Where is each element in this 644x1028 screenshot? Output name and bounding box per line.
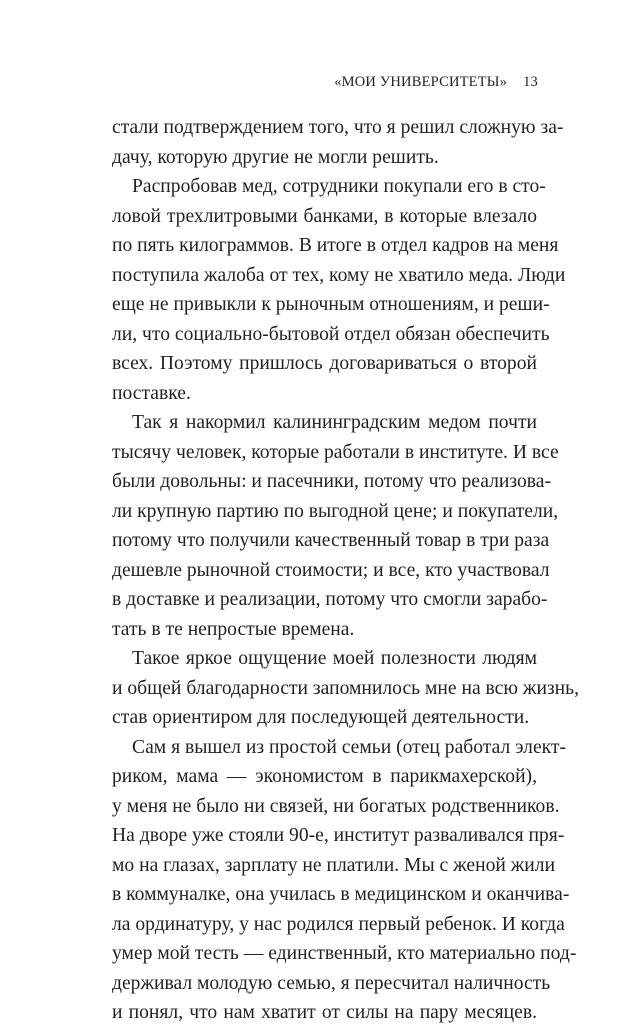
- text-line: держивал молодую семью, я пересчитал наличность: [112, 972, 551, 994]
- text-line: всех. Поэтому пришлось договариваться о второй: [112, 353, 537, 374]
- text-line: были довольны: и пасечники, потому что реализова-: [112, 471, 551, 492]
- page-number: 13: [523, 74, 538, 90]
- text-line: в коммуналке, она училась в медицинском и оканчива-: [112, 884, 570, 905]
- text-line: На дворе уже стояли 90-е, институт разваливался пря-: [112, 825, 565, 846]
- text-line: ловой трехлитровыми банками, в которые влезало: [112, 205, 537, 227]
- text-line: ла ординатуру, у нас родился первый ребенок. И когда: [112, 913, 565, 935]
- text-line: поступила жалоба от тех, кому не хватило меда. Люди: [112, 264, 566, 286]
- body-text: [112, 113, 579, 1028]
- text-line: поставке.: [112, 382, 191, 404]
- text-line: потому что получили качественный товар в три раза: [112, 530, 550, 551]
- text-line: ли, что социально-бытовой отдел обязан обеспечить: [112, 323, 550, 345]
- chapter-title: «МОИ УНИВЕРСИТЕТЫ»: [334, 74, 508, 90]
- text-line: дачу, которую другие не могли решить.: [112, 146, 439, 168]
- text-line: по пять килограммов. В итоге в отдел кадров на меня: [112, 235, 559, 256]
- text-line: и понял, что нам хватит от силы на пару месяцев.: [112, 1002, 537, 1023]
- text-line: Такое яркое ощущение моей полезности людям: [132, 648, 537, 669]
- text-line: риком, мама — экономистом в парикмахерской),: [112, 766, 537, 787]
- text-line: тысячу человек, которые работали в институте. И все: [112, 441, 559, 463]
- text-line: ли крупную партию по выгодной цене; и покупатели,: [112, 500, 559, 522]
- text-line: и общей благодарности запомнилось мне на всю жизнь,: [112, 677, 579, 699]
- text-line: Сам я вышел из простой семьи (отец работал элект-: [132, 736, 567, 758]
- text-line: Так я накормил калининградским медом почти: [132, 412, 537, 433]
- text-line: дешевле рыночной стоимости; и все, кто участвовал: [112, 559, 550, 581]
- text-line: тать в те непростые времена.: [112, 618, 355, 640]
- text-line: стали подтверждением того, что я решил сложную за-: [112, 117, 564, 138]
- running-head: [334, 74, 538, 91]
- text-line: в доставке и реализации, потому что смогли зарабо-: [112, 589, 548, 610]
- text-line: умер мой тесть — единственный, кто материально под-: [112, 943, 577, 964]
- text-line: Распробовав мед, сотрудники покупали его в сто-: [132, 176, 546, 197]
- text-line: еще не привыкли к рыночным отношениям, и реши-: [112, 294, 550, 315]
- text-line: у меня не было ни связей, ни богатых родственников.: [112, 795, 560, 817]
- text-line: мо на глазах, зарплату не платили. Мы с женой жили: [112, 854, 556, 876]
- text-line: став ориентиром для последующей деятельности.: [112, 707, 530, 728]
